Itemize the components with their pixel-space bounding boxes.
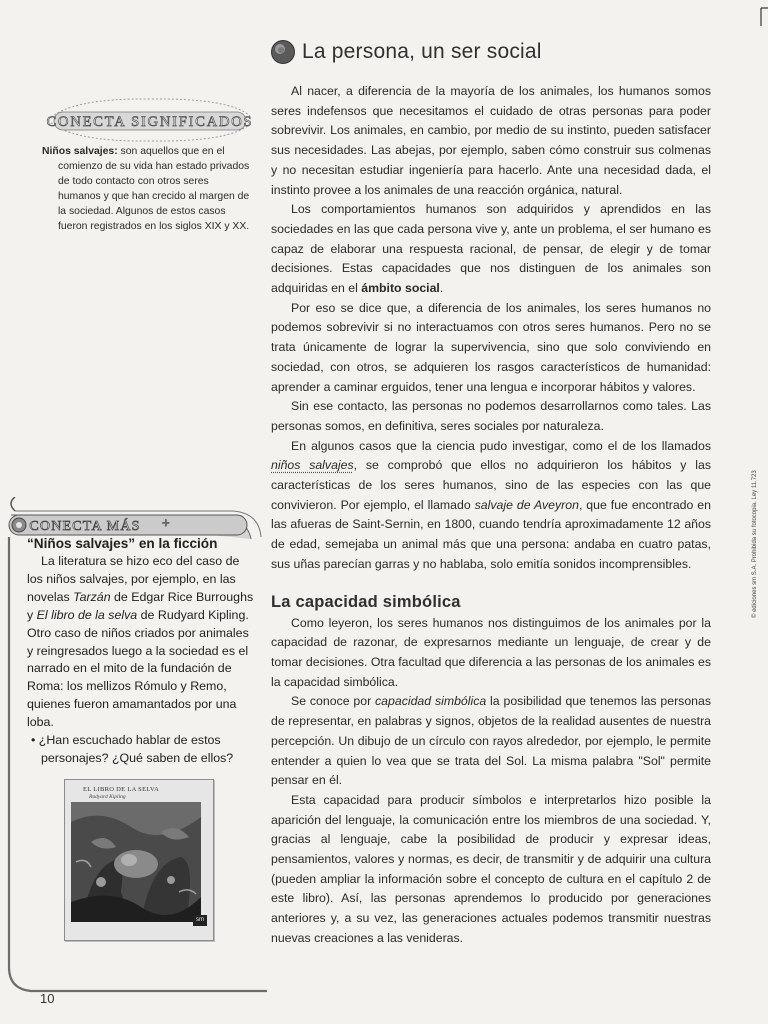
book-author: Rudyard Kipling <box>89 794 126 800</box>
glossary-term: Niños salvajes: <box>42 146 118 157</box>
conecta-significados-label: CONECTA SIGNIFICADOS <box>46 114 254 130</box>
copyright-note: © ediciones sm S.A. Prohibida su fotocopia. Ley 11.723 <box>752 470 758 618</box>
conecta-mas-label: CONECTA MÁS <box>29 519 141 534</box>
term-salvaje-aveyron: salvaje de Aveyron <box>474 497 579 512</box>
main-text-column <box>271 82 711 949</box>
conecta-mas-text <box>27 553 255 732</box>
paragraph-8: Esta capacidad para producir símbolos e interpretarlos hizo posible la aparición del lenguaje, la comunicación entre los miembros de una sociedad. Y, gracias al lenguaje, cabe la posibilidad de producir y expresar ideas, pensamientos, valores y normas, es decir, de transmitir y de adquirir una cultura (pueden ampliar la información sobre el concepto de cultura en el capítulo 2 de este libro). Así, las personas aprendemos lo producido por generaciones anteriores y, a su vez, las generaciones actuales podemos transmitir nuestras nuevas creaciones a las venideras. <box>271 792 711 945</box>
corner-mark <box>760 4 768 34</box>
term-capacidad-simbolica: capacidad simbólica <box>375 694 487 709</box>
paragraph-5-text-a: En algunos casos que la ciencia pudo investigar, como el de los llamados <box>291 438 711 453</box>
publisher-logo: sm <box>193 915 207 926</box>
jungle-illustration <box>71 802 201 922</box>
term-ambito-social: ámbito social <box>361 281 440 296</box>
glossary-link-ninos-salvajes: niños salvajes <box>271 458 354 473</box>
paragraph-5 <box>271 437 711 575</box>
paragraph-6: Como leyeron, los seres humanos nos distinguimos de los animales por la capacidad de razonar, de expresarnos mediante un lenguaje, de crear y de tomar decisiones. Otra facultad que diferencia a las personas de los animales es la capacidad simbólica. <box>271 615 711 689</box>
conecta-mas-text-e: de Rudyard Kipling. Otro caso de niños criados por animales y reingresados luego a la sociedad es el narrado en el mito de la fundación de Roma: los mellizos Rómulo y Remo, quienes fueron amamantados por una loba. <box>27 607 249 730</box>
paragraph-7-text-a: Se conoce por <box>291 694 376 709</box>
page-title-text: La persona, un ser social <box>302 40 542 63</box>
conecta-mas-text-a: La literatura se hizo eco del caso de los niños salvajes, por ejemplo, en las novelas <box>27 554 240 604</box>
page-number: 10 <box>40 991 55 1006</box>
glossary-definition <box>42 145 252 234</box>
glossary-box <box>42 145 252 234</box>
book-cover-image <box>64 779 214 941</box>
paragraph-5-text-e: , que fue encontrado en las afueras de Saint-Sernin, en 1800, cuando tendría aproximadamente 12 años de edad, semejaba un animal más que una persona: andaba en cuatro patas, sus uñas parecían garras y no hablaba, solo emitía sonidos incomprensibles. <box>271 497 711 571</box>
title-bullet-icon <box>270 39 296 65</box>
conecta-significados-banner <box>40 96 258 144</box>
paragraph-3: Por eso se dice que, a diferencia de los animales, los seres humanos no podemos sobrevivir si no interactuamos con otros seres humanos. Pero no se trata únicamente de lograr la supervivencia, sino que solo conviviendo en sociedad, con otros, se adquieren los rasgos característicos de humanidad: aprender a caminar erguidos, tener una lengua e incorporar hábitos y valores. <box>271 300 711 394</box>
section-heading-capacidad-simbolica: La capacidad simbólica <box>271 592 461 611</box>
conecta-mas-text-c: de Edgar Rice Burroughs y <box>27 589 254 622</box>
conecta-mas-box <box>27 536 255 768</box>
paragraph-2-end: . <box>439 281 444 296</box>
title-libro-selva: El libro de la selva <box>36 607 138 622</box>
plus-icon: + <box>162 515 170 530</box>
paragraph-2-text: Los comportamientos humanos son adquiridos y aprendidos en las sociedades en las que cada persona vive y, ante un problema, el ser humano es capaz de elaborar una respuesta racional, de pensar, de elegir y de tomar decisiones. Estas capacidades que nos distinguen de los animales son adquiridas en el <box>271 202 711 296</box>
paragraph-5-text-c: , se comprobó que ellos no adquirieron los hábitos y las características de los seres humanos, sino de las especies con las que convivieron. Por ejemplo, el llamado <box>271 458 711 512</box>
paragraph-4: Sin ese contacto, las personas no podemos desarrollarnos como tales. Las personas somos, en definitiva, seres sociales por naturaleza. <box>271 399 711 433</box>
paragraph-7-text-c: la posibilidad que tenemos las personas de representar, en palabras y signos, objetos de la realidad ausentes de nuestra percepción. Un dibujo de un círculo con rayos alrededor, por ejemplo, le permite entender a quien lo vea que se trata del Sol. La misma palabra "Sol" permite pensar en él. <box>271 694 711 788</box>
glossary-definition-text: son aquellos que en el comienzo de su vida han estado privados de todo contacto con otros seres humanos y que han crecido al margen de la sociedad. Algunos de estos casos fueron registrados en los siglos XIX y XX. <box>58 146 250 232</box>
conecta-mas-question: • ¿Han escuchado hablar de estos personajes? ¿Qué saben de ellos? <box>31 733 234 765</box>
paragraph-2 <box>271 200 711 299</box>
book-title: EL LIBRO DE LA SELVA <box>83 786 160 793</box>
page-title <box>270 36 542 68</box>
paragraph-1: Al nacer, a diferencia de la mayoría de los animales, los humanos somos seres indefensos que necesitamos el cuidado de otras personas para poder sobrevivir. Los animales, en cambio, por medio de su instinto, pueden satisfacer sus necesidades. Las abejas, por ejemplo, saben cómo construir sus colmenas y no necesitan estudiar ingeniería para hacerlo. Ante una necesidad dada, el instinto provee a los animales de una reacción orgánica, natural. <box>271 84 711 197</box>
conecta-mas-title: “Niños salvajes” en la ficción <box>27 536 218 551</box>
title-tarzan: Tarzán <box>73 589 111 604</box>
paragraph-7 <box>271 692 711 791</box>
